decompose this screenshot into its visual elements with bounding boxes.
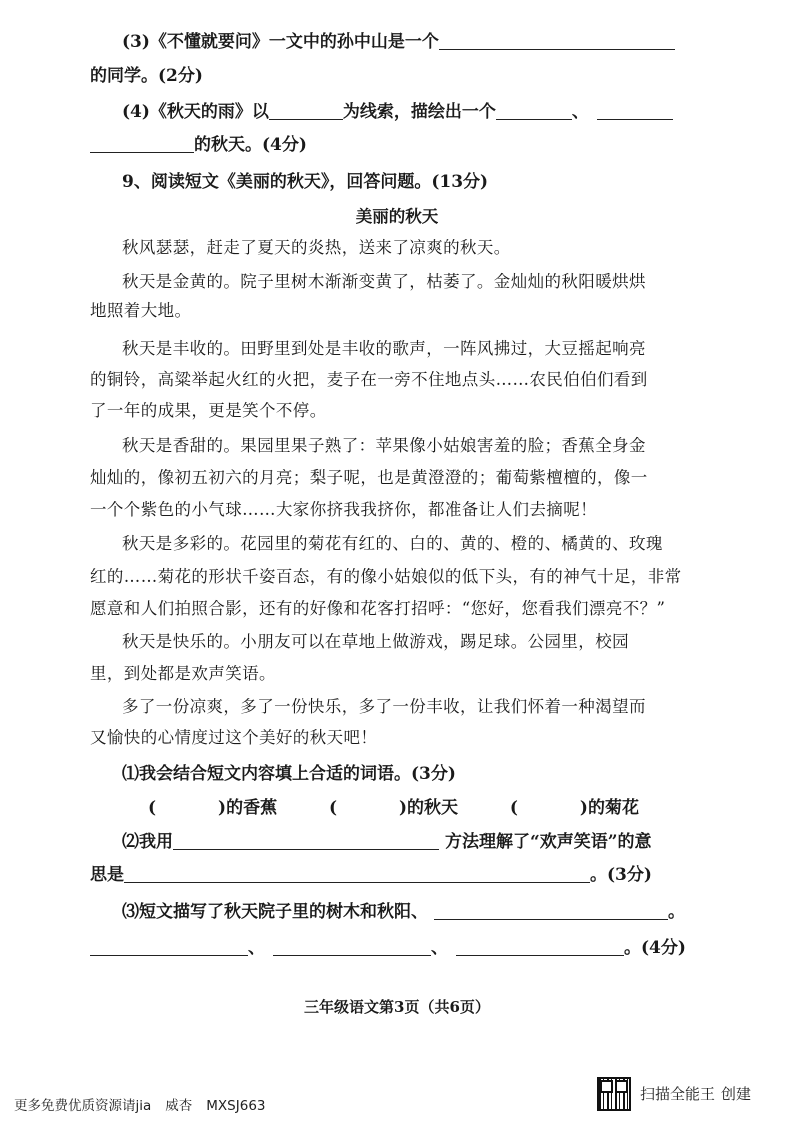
answer-blank[interactable] <box>456 937 624 956</box>
passage-line: 秋天是香甜的。果园里果子熟了：苹果像小姑娘害羞的脸；香蕉全身金 <box>122 436 646 455</box>
promo-text: 更多免费优质资源请jia 威杏 MXSJ663 <box>14 1098 266 1114</box>
subquestion-1: ⑴我会结合短文内容填上合适的词语。(3分) <box>122 764 456 784</box>
scanner-watermark: 扫描全能王 创建 <box>640 1085 752 1103</box>
passage-line: 一个个紫色的小气球……大家你挤我我挤你，都准备让人们去摘呢！ <box>90 500 597 519</box>
answer-blank[interactable] <box>273 937 431 956</box>
question-4-text-b: 为线索，描绘出一个 <box>342 102 496 122</box>
answer-blank[interactable] <box>90 134 194 153</box>
question-9: 9、阅读短文《美丽的秋天》，回答问题。(13分) <box>122 172 489 192</box>
subquestion-2: ⑵我用 方法理解了“欢声笑语”的意 <box>122 832 652 852</box>
passage-line: 灿灿的，像初五初六的月亮；梨子呢，也是黄澄澄的；葡萄紫檀檀的，像一 <box>90 468 648 487</box>
question-3-text: (3)《不懂就要问》一文中的孙中山是一个 <box>122 32 439 52</box>
answer-blank[interactable] <box>269 101 343 120</box>
passage-line: 愿意和人们拍照合影，还有的好像和花客打招呼：“您好，您看我们漂亮不？” <box>90 599 666 618</box>
question-3-cont: 的同学。(2分) <box>90 66 203 86</box>
passage-line: 地照着大地。 <box>90 301 192 320</box>
passage-line: 多了一份凉爽，多了一份快乐，多了一份丰收，让我们怀着一种渴望而 <box>122 697 646 716</box>
passage-line: 红的……菊花的形状千姿百态，有的像小姑娘似的低下头，有的神气十足，非常 <box>90 567 682 586</box>
question-4: (4)《秋天的雨》以 为线索，描绘出一个 、 <box>122 100 673 124</box>
qr-code-icon <box>597 1077 631 1111</box>
question-3 <box>122 30 675 54</box>
subquestion-3: ⑶短文描写了秋天院子里的树木和秋阳、 。 <box>122 902 685 922</box>
answer-blank[interactable] <box>434 901 668 920</box>
passage-line: 又愉快的心情度过这个美好的秋天吧！ <box>90 728 378 747</box>
passage-line: 的铜铃，高粱举起火红的火把，麦子在一旁不住地点头……农民伯伯们看到 <box>90 370 648 389</box>
answer-blank[interactable] <box>124 864 590 883</box>
question-4-cont <box>90 133 307 157</box>
passage-line: 秋天是多彩的。花园里的菊花有红的、白的、黄的、橙的、橘黄的、玫瑰 <box>122 534 663 553</box>
answer-blank[interactable] <box>496 101 572 120</box>
answer-blank[interactable] <box>173 831 439 850</box>
passage-line: 秋天是丰收的。田野里到处是丰收的歌声，一阵风拂过，大豆摇起响亮 <box>122 339 646 358</box>
passage-line: 秋天是金黄的。院子里树木渐渐变黄了，枯萎了。金灿灿的秋阳暖烘烘 <box>122 272 646 291</box>
answer-blank[interactable] <box>597 101 673 120</box>
subquestion-3-cont: 、 、 。(4分) <box>90 936 686 960</box>
question-4-text-a: (4)《秋天的雨》以 <box>122 102 269 122</box>
passage-line: 了一年的成果，更是笑个不停。 <box>90 401 327 420</box>
passage-line: 里，到处都是欢声笑语。 <box>90 664 276 683</box>
page-number: 三年级语文第3页（共6页） <box>304 998 490 1016</box>
answer-blank[interactable] <box>90 937 248 956</box>
subquestion-1-blanks: ( )的香蕉 ( )的秋天 ( )的菊花 <box>148 798 639 818</box>
question-4-text-c: 的秋天。(4分) <box>194 135 307 155</box>
passage-line: 秋风瑟瑟，赶走了夏天的炎热，送来了凉爽的秋天。 <box>122 238 511 257</box>
subquestion-2-cont: 思是 。(3分) <box>90 865 652 885</box>
passage-line: 秋天是快乐的。小朋友可以在草地上做游戏，踢足球。公园里，校园 <box>122 632 629 651</box>
answer-blank[interactable] <box>439 31 675 50</box>
passage-title: 美丽的秋天 <box>355 207 439 226</box>
